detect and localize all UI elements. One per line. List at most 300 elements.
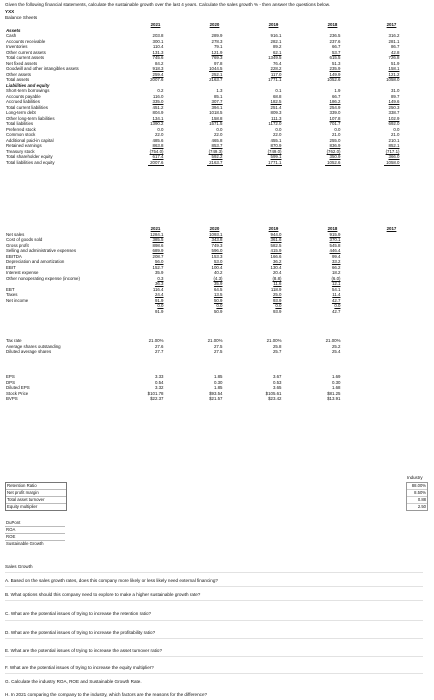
cell-value: 836.9 <box>329 143 341 148</box>
cell-value: 3.32 <box>154 385 164 390</box>
cell-value: 13.5 <box>213 292 223 297</box>
industry-retention-value[interactable]: 88.00% <box>407 483 427 490</box>
cell-value: 62.1 <box>272 49 282 55</box>
cell-value: 0.30 <box>213 379 223 385</box>
cell-value: 152.7 <box>152 264 164 270</box>
cell-value: 385.5 <box>152 237 164 242</box>
row-label[interactable]: Other nonoperating expense (income) <box>6 275 80 281</box>
cell-value: 11.6 <box>273 281 282 286</box>
row-label[interactable]: Interest expense <box>6 270 39 275</box>
question-a: A. Based on the sales growth rates, does this company more likely or less likely need external financing? <box>5 578 218 583</box>
cell-value: 235.9 <box>329 66 341 71</box>
cell-value: 689.9 <box>152 248 164 253</box>
cell-value: 596.0 <box>211 248 223 253</box>
cell-value: 208.7 <box>152 253 164 259</box>
cell-value: 68.8 <box>272 93 282 99</box>
cell-value: 12.1 <box>331 281 341 286</box>
cell-value: $21.57 <box>209 396 223 401</box>
row-label[interactable]: Tax rate <box>6 338 22 343</box>
cell-value: 25.2 <box>331 343 341 349</box>
tax-table <box>5 338 421 355</box>
cell-value: 237.6 <box>329 38 341 44</box>
cell-value: 870.9 <box>270 143 282 148</box>
cell-value: 50.9 <box>213 308 223 314</box>
cell-value: 1.85 <box>213 374 223 379</box>
cell-value: (754.0) <box>149 148 164 154</box>
cell-value: (8.8) <box>272 275 282 281</box>
row-label[interactable]: Taxes <box>6 292 18 297</box>
row-label[interactable]: EBITDA <box>6 253 22 259</box>
cell-value: 40.2 <box>213 270 223 275</box>
cell-value: $22.37 <box>150 396 164 401</box>
income-statement-table <box>5 226 421 314</box>
year-header-cell[interactable]: 2017 <box>386 226 397 231</box>
cell-value: 944.0 <box>270 231 282 237</box>
cell-value: 85.1 <box>213 93 223 99</box>
cell-value: 254.9 <box>329 104 341 110</box>
cell-value: 1.69 <box>331 374 341 379</box>
cell-value: 3.65 <box>272 385 282 390</box>
cell-value: 300.1 <box>152 38 164 44</box>
ratio-label-net-profit-margin[interactable]: Net profit margin <box>6 490 66 497</box>
cell-value: 53.0 <box>213 259 223 264</box>
cell-value: 203.8 <box>152 33 164 38</box>
cell-value: 25.8 <box>272 343 282 349</box>
cell-value: 316.2 <box>388 33 400 38</box>
cell-value: 582.5 <box>270 242 282 248</box>
cell-value: 0.0 <box>216 126 223 132</box>
cell-value: 21.0 <box>390 132 400 137</box>
value-cell[interactable] <box>303 160 362 167</box>
cell-value: (762.0) <box>326 148 341 154</box>
row-label[interactable]: Liabilities and equity <box>6 82 50 88</box>
cell-value: 166.6 <box>270 253 282 259</box>
cell-value: (717.1) <box>385 148 400 154</box>
industry-multiplier-value[interactable]: 2.50 <box>417 504 426 509</box>
cell-value: 446.4 <box>329 248 341 253</box>
cell-value: 289.9 <box>211 33 223 38</box>
cell-value: 27.5 <box>213 349 223 354</box>
cell-value: 118.9 <box>270 286 282 292</box>
table-row <box>5 160 421 167</box>
row-label[interactable]: Selling and administrative expenses <box>6 248 77 253</box>
cell-value: 102.9 <box>388 115 400 121</box>
cell-value: 1172.0 <box>268 121 282 126</box>
cell-value: 50.9 <box>213 297 223 303</box>
row-label[interactable]: Goodwill and other intangibles assets <box>6 66 79 71</box>
cell-value: 27.7 <box>154 349 164 354</box>
cell-value: (4.3) <box>213 275 223 281</box>
row-label[interactable]: Stock Price <box>6 390 29 396</box>
row-label[interactable]: Preferred stock <box>6 126 36 132</box>
cell-value: 0.30 <box>331 379 341 385</box>
cell-value: 916.1 <box>270 33 282 38</box>
cell-value: 0.54 <box>154 379 164 385</box>
industry-values-box <box>406 482 428 511</box>
cell-value: 22.0 <box>272 132 282 137</box>
year-header-cell[interactable]: 2021 <box>150 22 161 27</box>
row-label[interactable]: Short-term borrowings <box>6 88 50 93</box>
cell-value: 51.3 <box>331 60 341 66</box>
cell-value: 110.4 <box>152 44 164 49</box>
cell-value: 2007.6 <box>150 77 164 82</box>
industry-margin-value[interactable]: 8.50% <box>407 490 427 497</box>
cell-value: 76.4 <box>272 60 282 66</box>
row-label[interactable]: Treasury stock <box>6 148 35 154</box>
cell-value: 36.3 <box>154 281 164 286</box>
year-header-cell[interactable]: 2018 <box>327 22 338 27</box>
cell-value: 236.5 <box>329 33 341 38</box>
cell-value: 21.00% <box>266 338 282 343</box>
cell-value: 20.4 <box>272 270 282 275</box>
cell-value: 745.6 <box>152 55 164 60</box>
dupont-labels-box <box>5 520 65 547</box>
cell-value: 153.3 <box>211 253 223 259</box>
row-label[interactable]: EBT <box>6 286 15 292</box>
cell-value: 1044.5 <box>209 66 223 71</box>
row-label[interactable]: EPS <box>6 374 15 379</box>
row-label[interactable]: Inventories <box>6 44 28 49</box>
row-label[interactable]: Cost of goods sold <box>6 237 43 242</box>
cell-value: 617.4 <box>152 154 164 159</box>
cell-value: 0.1 <box>275 88 282 93</box>
cell-value: 27.5 <box>213 343 223 349</box>
cell-value: 863.8 <box>152 143 164 148</box>
cell-value: 415.9 <box>270 248 282 253</box>
ratio-label-retention[interactable]: Retention Ratio <box>6 483 66 490</box>
question-f: F. What are the potential issues of trying to increase the equity multiplier? <box>5 665 154 670</box>
cell-value: 27.6 <box>154 343 164 349</box>
row-divider <box>5 620 423 627</box>
table-row <box>5 349 421 355</box>
cell-value: 366.0 <box>388 154 400 159</box>
cell-value: 350.9 <box>329 154 341 159</box>
cell-value: 25.4 <box>331 349 341 354</box>
row-label[interactable]: Accounts payable <box>6 93 41 99</box>
row-label[interactable]: Cash <box>6 33 17 38</box>
row-label[interactable]: Net fixed assets <box>6 60 38 66</box>
cell-value: 0.0 <box>393 126 400 132</box>
cell-value: 22.0 <box>213 132 223 137</box>
row-label[interactable]: Net income <box>6 297 29 303</box>
value-cell[interactable] <box>362 396 421 402</box>
table-row <box>5 396 421 402</box>
cell-value: $93.54 <box>209 390 223 396</box>
cell-value: 121.9 <box>211 49 223 55</box>
cell-value: 22.0 <box>154 132 164 137</box>
value-cell[interactable] <box>244 160 303 167</box>
row-label[interactable]: Net sales <box>6 231 25 237</box>
cell-value: 1093.1 <box>209 231 223 237</box>
cell-value: 1.68 <box>331 385 341 390</box>
cell-value: 0.0 <box>275 126 282 132</box>
cell-value: 53.7 <box>331 49 341 55</box>
row-label[interactable]: Gross profit <box>6 242 29 248</box>
row-label[interactable]: Total current liabilities <box>6 104 48 110</box>
cell-value: 465.8 <box>211 137 223 143</box>
cell-value: 210.1 <box>388 137 400 143</box>
year-header-cell[interactable]: 2019 <box>268 22 279 27</box>
industry-turnover-value[interactable]: 0.88 <box>407 497 427 504</box>
cell-value: 35.9 <box>154 270 164 275</box>
row-label[interactable]: BVPS <box>6 396 18 401</box>
cell-value: 2163.7 <box>207 160 223 167</box>
cell-value: 1771.1 <box>266 160 282 167</box>
row-label[interactable]: Accrued liabilities <box>6 99 40 104</box>
roa-label[interactable]: ROA <box>5 527 65 534</box>
cell-value: 97.8 <box>213 60 223 66</box>
cell-value: 51.9 <box>390 60 400 66</box>
cell-value: 186.2 <box>329 99 341 104</box>
value-cell[interactable] <box>303 349 362 355</box>
row-label[interactable]: Total current assets <box>6 55 45 60</box>
cell-value: 1058.0 <box>386 77 400 82</box>
cell-value: 149.9 <box>329 71 341 77</box>
cell-value: 35.9 <box>213 281 223 286</box>
row-divider <box>5 638 423 645</box>
cell-value: 701.7 <box>329 121 341 126</box>
cell-value: 804.9 <box>152 110 164 115</box>
value-cell[interactable] <box>126 309 185 315</box>
cell-value: 91.9 <box>154 297 164 303</box>
balance-sheet-title: Balance Sheets <box>5 15 38 20</box>
value-cell[interactable] <box>362 349 421 355</box>
cell-value: 599.1 <box>270 154 282 159</box>
cell-value: 158.1 <box>388 66 400 71</box>
cell-value: 0.2 <box>157 88 164 93</box>
value-cell[interactable] <box>126 160 185 167</box>
value-cell[interactable] <box>244 349 303 355</box>
ratio-labels-box <box>5 482 67 511</box>
cell-value: 42.7 <box>331 297 341 303</box>
cell-value: 259.4 <box>152 71 164 77</box>
row-label[interactable]: Diluted average shares <box>6 349 52 354</box>
row-label[interactable]: DPS <box>6 379 16 385</box>
cell-value: 918.3 <box>152 66 164 71</box>
company-name: YXX <box>5 9 15 14</box>
cell-value: 1390.2 <box>150 121 164 126</box>
cell-value: 107.8 <box>329 115 341 121</box>
sustainable-growth-label[interactable]: Sustainable Growth <box>6 541 44 546</box>
cell-value: 2163.7 <box>209 77 223 82</box>
intro-text: Given the following financial statements, calculate the sustainable growth over the last 4 years. Calculate the sales growth % - then answer the questions below. <box>5 2 331 7</box>
value-cell[interactable] <box>244 396 303 402</box>
cell-value: 131.3 <box>152 49 164 55</box>
cell-value: 25.7 <box>272 349 282 354</box>
cell-value: 117.0 <box>270 71 282 77</box>
row-label[interactable]: Total shareholder equity <box>6 154 53 159</box>
cell-value: 251.4 <box>270 104 282 110</box>
balance-sheet-table <box>5 22 421 166</box>
row-label[interactable]: Diluted EPS <box>6 385 30 390</box>
row-label[interactable]: EBIT <box>6 264 16 270</box>
value-cell[interactable] <box>185 160 244 167</box>
row-label[interactable]: Assets <box>6 27 21 33</box>
value-cell[interactable] <box>362 309 421 315</box>
cell-value: 93.9 <box>272 297 282 303</box>
value-cell[interactable] <box>185 309 244 315</box>
cell-value: (749.3) <box>208 148 223 154</box>
cell-value: 64.5 <box>213 286 223 292</box>
dupont-label[interactable]: DuPont <box>5 520 65 527</box>
roe-label[interactable]: ROE <box>5 534 65 541</box>
cell-value: 228.2 <box>270 66 282 71</box>
cell-value: 898.6 <box>152 242 164 248</box>
value-cell[interactable] <box>126 396 185 402</box>
cell-value: 307.7 <box>211 99 223 104</box>
cell-value: 21.00% <box>325 338 341 343</box>
year-header-cell[interactable]: 2021 <box>150 226 161 231</box>
cell-value: 0.0 <box>334 126 341 132</box>
row-label[interactable]: Average shares outstanding <box>6 343 61 349</box>
cell-value: 1771.1 <box>268 77 282 82</box>
cell-value: 134.1 <box>152 115 164 121</box>
cell-value: 56.0 <box>154 259 164 264</box>
cell-value: 282.1 <box>270 38 282 44</box>
cell-value: 726.8 <box>388 55 400 60</box>
cell-value: $81.25 <box>327 390 341 396</box>
cell-value: 42.8 <box>390 49 400 55</box>
cell-value: 749.3 <box>211 242 223 248</box>
row-label[interactable]: Long-term debt <box>6 110 36 115</box>
cell-value: 121.2 <box>388 71 400 77</box>
value-cell[interactable] <box>362 160 421 167</box>
cell-value: 853.7 <box>211 143 223 148</box>
cell-value: 485.6 <box>152 137 164 143</box>
cell-value: 852.1 <box>388 143 400 148</box>
cell-value: 278.3 <box>211 38 223 44</box>
cell-value: 11.4 <box>332 292 341 297</box>
cell-value: 93.9 <box>272 308 282 314</box>
eps-table <box>5 374 421 402</box>
row-label[interactable]: Other current assets <box>6 49 46 55</box>
cell-value: 250.3 <box>388 104 400 110</box>
cell-value: 25.0 <box>272 292 282 297</box>
row-label[interactable]: Additional paid-in capital <box>6 137 54 143</box>
year-header-cell[interactable]: 2017 <box>386 22 397 27</box>
ratio-label-asset-turnover[interactable]: Total asset turnover <box>6 497 66 504</box>
row-label[interactable] <box>5 309 126 315</box>
cell-value: 149.6 <box>388 99 400 104</box>
cell-value: 36.2 <box>272 259 282 264</box>
cell-value: 1018.5 <box>209 110 223 115</box>
cell-value: 89.2 <box>272 44 282 49</box>
cell-value: 252.1 <box>211 71 223 77</box>
industry-label: Industry <box>407 475 423 480</box>
row-label[interactable]: Common stock <box>6 132 36 137</box>
cell-value: 66.7 <box>331 93 341 99</box>
cell-value: 451.2 <box>152 104 164 110</box>
row-label[interactable]: Retained earnings <box>6 143 42 148</box>
year-header-cell[interactable]: 2019 <box>268 226 279 231</box>
cell-value: 1349.5 <box>268 55 282 60</box>
row-label[interactable]: Other assets <box>6 71 31 77</box>
row-label[interactable]: Total assets <box>6 77 30 82</box>
question-b: B. What options should this company need to explore to make a higher sustainable growth rate? <box>5 592 201 597</box>
value-cell[interactable] <box>244 309 303 315</box>
year-header-cell[interactable]: 2020 <box>209 226 220 231</box>
row-divider <box>5 656 423 663</box>
cell-value: $13.91 <box>327 396 341 401</box>
row-label[interactable]: Depreciation and amortization <box>6 259 65 264</box>
row-label[interactable]: Accounts receivable <box>6 38 46 44</box>
row-label[interactable]: Total liabilities and equity <box>6 160 55 165</box>
cell-value: 21.00% <box>207 338 223 343</box>
cell-value: 0.0 <box>216 303 223 308</box>
cell-value: 0.0 <box>157 303 164 308</box>
cell-value: 0.0 <box>275 303 282 308</box>
cell-value: (6.0) <box>331 275 341 281</box>
cell-value: 615.5 <box>329 55 341 60</box>
cell-value: 915.9 <box>329 231 341 237</box>
cell-value: 255.0 <box>329 137 341 143</box>
cell-value: 3.67 <box>272 374 282 379</box>
cell-value: 769.3 <box>211 55 223 60</box>
ratio-label-equity-multiplier[interactable]: Equity multiplier <box>7 504 38 509</box>
value-cell[interactable] <box>185 396 244 402</box>
cell-value: 24.4 <box>154 292 164 297</box>
cell-value: $23.42 <box>268 396 282 401</box>
value-cell[interactable] <box>303 309 362 315</box>
row-divider <box>5 600 423 607</box>
cell-value: 21.00% <box>148 338 164 343</box>
cell-value: 91.9 <box>154 308 164 314</box>
year-header-cell[interactable]: 2020 <box>209 22 220 27</box>
cell-value: 809.3 <box>270 110 282 115</box>
cell-value: 158.8 <box>211 115 223 121</box>
cell-value: 339.0 <box>329 110 341 115</box>
cell-value: 1.9 <box>334 88 341 93</box>
cell-value: 111.3 <box>271 115 282 121</box>
cell-value: 370.1 <box>329 237 341 242</box>
cell-value: 1284.1 <box>150 231 164 237</box>
cell-value: 79.1 <box>213 44 223 49</box>
cell-value: 281.1 <box>388 38 400 44</box>
cell-value: $101.78 <box>147 390 164 396</box>
cell-value: 0.0 <box>157 126 164 132</box>
cell-value: 338.7 <box>388 110 400 115</box>
value-cell[interactable] <box>303 396 362 402</box>
cell-value: 130.4 <box>270 264 282 270</box>
cell-value: $105.61 <box>265 390 282 396</box>
value-cell[interactable] <box>185 349 244 355</box>
cell-value: 31.0 <box>390 88 400 93</box>
cell-value: 1058.0 <box>384 160 400 167</box>
question-c: C. What are the potential issues of trying to increase the retention ratio? <box>5 611 152 616</box>
row-label[interactable]: Total liabilities <box>6 121 34 126</box>
cell-value: 18.2 <box>331 270 341 275</box>
cell-value: 394.1 <box>211 104 223 110</box>
sales-growth-label: Sales Growth <box>5 564 33 569</box>
cell-value: 343.8 <box>211 237 223 242</box>
cell-value: 66.7 <box>331 44 341 49</box>
cell-value: 455.1 <box>270 137 282 143</box>
cell-value: 1571.5 <box>209 121 223 126</box>
cell-value: 592.2 <box>211 154 223 159</box>
cell-value: 116.0 <box>152 93 164 99</box>
cell-value: 21.0 <box>331 132 341 137</box>
row-label[interactable]: Other long-term liabilities <box>6 115 55 121</box>
cell-value: 84.2 <box>154 60 164 66</box>
value-cell[interactable] <box>126 349 185 355</box>
cell-value: 545.8 <box>329 242 341 248</box>
cell-value: 1052.6 <box>327 77 341 82</box>
year-header-cell[interactable]: 2018 <box>327 226 338 231</box>
cell-value: 692.0 <box>388 121 400 126</box>
cell-value: 335.0 <box>152 99 164 104</box>
cell-value: 1052.6 <box>325 160 341 167</box>
cell-value: 0.0 <box>334 303 341 308</box>
